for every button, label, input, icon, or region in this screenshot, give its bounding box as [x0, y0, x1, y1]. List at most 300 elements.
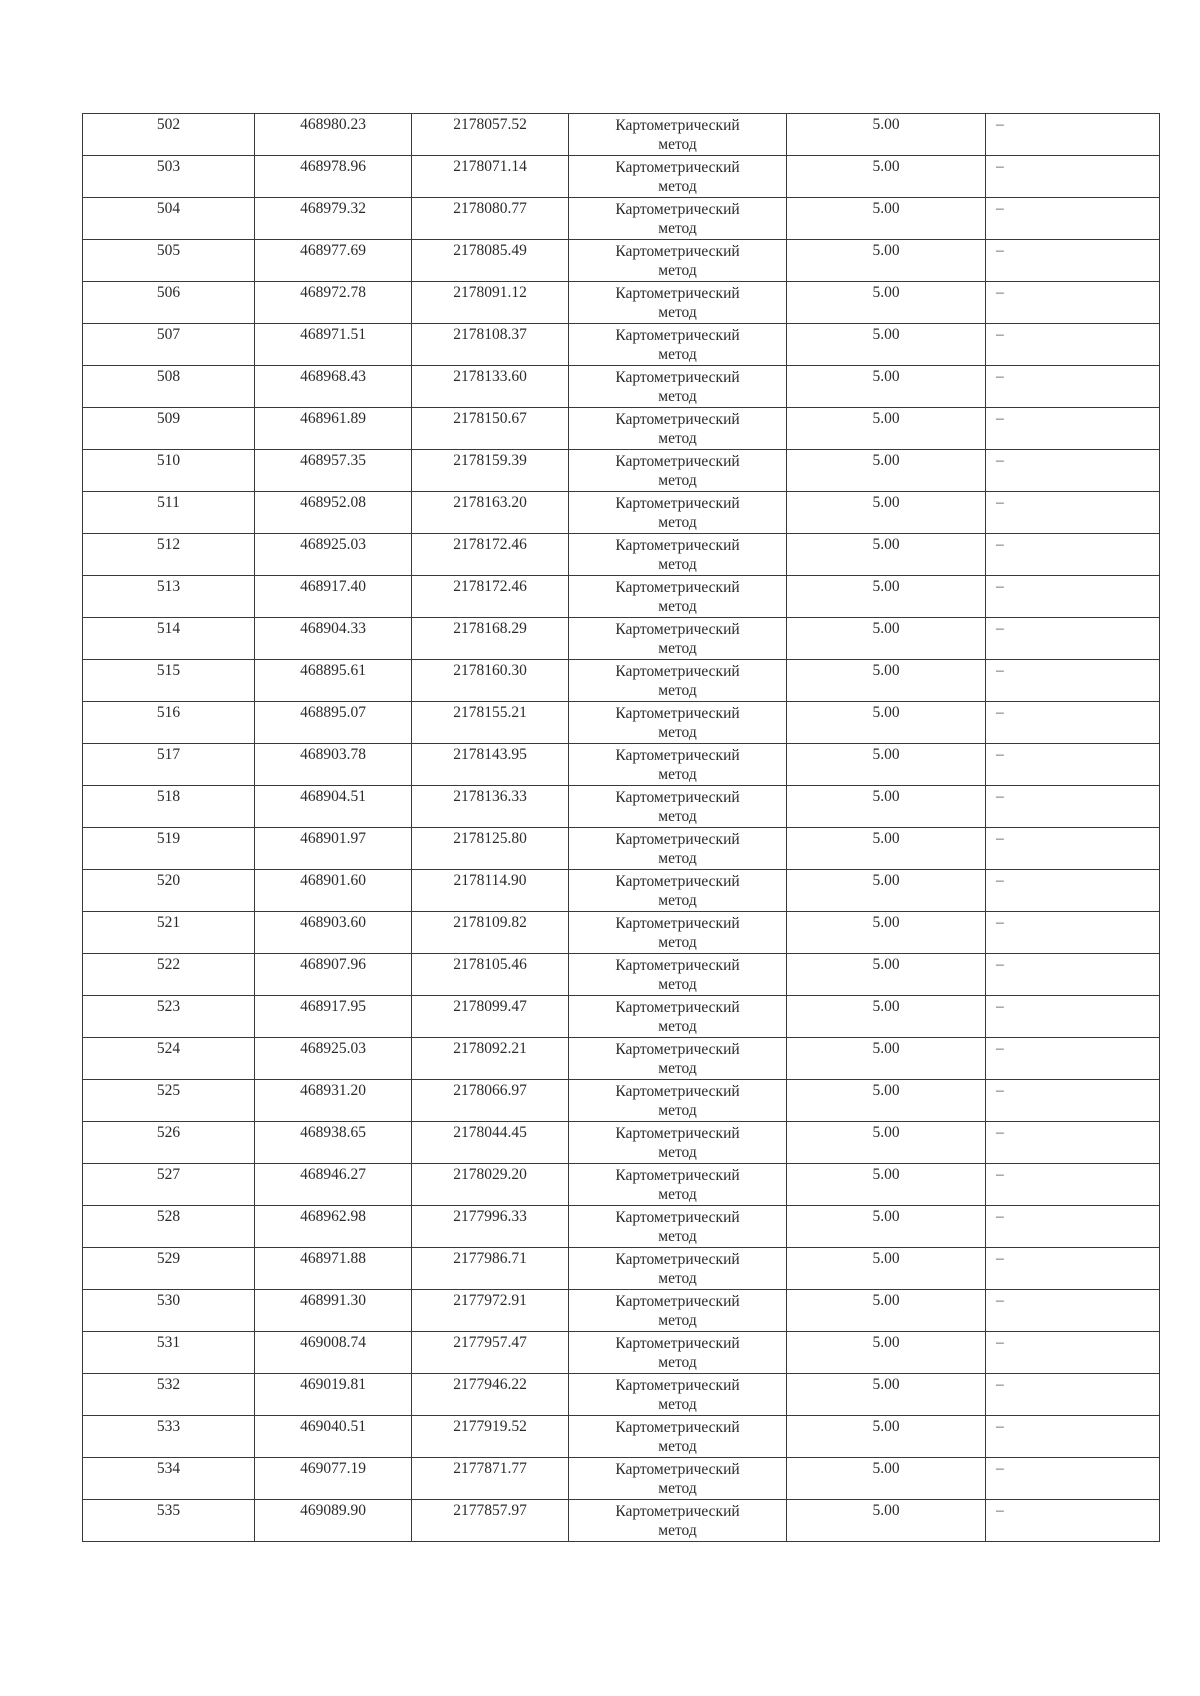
x-coordinate-cell: 469077.19	[255, 1458, 412, 1500]
y-coordinate-cell: 2178125.80	[412, 828, 569, 870]
method-text-line2: метод	[658, 1102, 697, 1119]
method-text-line1: Картометрический	[615, 915, 740, 932]
method-cell	[569, 534, 787, 576]
coordinates-table-body	[83, 114, 1160, 1542]
table-row	[83, 450, 1160, 492]
table-row	[83, 744, 1160, 786]
method-text-line1: Картометрический	[615, 1251, 740, 1268]
x-coordinate-cell: 468925.03	[255, 1038, 412, 1080]
description-cell: –	[986, 1374, 1160, 1416]
point-number-cell: 520	[83, 870, 255, 912]
table-row	[83, 1332, 1160, 1374]
point-number-cell: 523	[83, 996, 255, 1038]
method-cell	[569, 744, 787, 786]
method-cell	[569, 366, 787, 408]
table-row	[83, 1038, 1160, 1080]
table-row	[83, 954, 1160, 996]
point-number-cell: 515	[83, 660, 255, 702]
description-cell: –	[986, 1458, 1160, 1500]
table-row	[83, 870, 1160, 912]
table-row	[83, 1416, 1160, 1458]
table-row	[83, 660, 1160, 702]
accuracy-cell: 5.00	[787, 618, 986, 660]
description-cell: –	[986, 660, 1160, 702]
description-cell: –	[986, 282, 1160, 324]
y-coordinate-cell: 2177871.77	[412, 1458, 569, 1500]
description-cell: –	[986, 996, 1160, 1038]
method-text-line1: Картометрический	[615, 1209, 740, 1226]
table-row	[83, 1374, 1160, 1416]
method-text-line1: Картометрический	[615, 999, 740, 1016]
accuracy-cell: 5.00	[787, 996, 986, 1038]
point-number-cell: 531	[83, 1332, 255, 1374]
method-cell	[569, 1290, 787, 1332]
accuracy-cell: 5.00	[787, 492, 986, 534]
description-cell: –	[986, 870, 1160, 912]
point-number-cell: 533	[83, 1416, 255, 1458]
description-cell: –	[986, 1206, 1160, 1248]
point-number-cell: 530	[83, 1290, 255, 1332]
y-coordinate-cell: 2178168.29	[412, 618, 569, 660]
table-row	[83, 1290, 1160, 1332]
x-coordinate-cell: 468901.60	[255, 870, 412, 912]
method-text-line1: Картометрический	[615, 1503, 740, 1520]
accuracy-cell: 5.00	[787, 1080, 986, 1122]
description-cell: –	[986, 240, 1160, 282]
method-cell	[569, 282, 787, 324]
x-coordinate-cell: 468980.23	[255, 114, 412, 156]
accuracy-cell: 5.00	[787, 954, 986, 996]
point-number-cell: 514	[83, 618, 255, 660]
method-cell	[569, 912, 787, 954]
method-text-line1: Картометрический	[615, 369, 740, 386]
method-cell	[569, 450, 787, 492]
method-cell	[569, 786, 787, 828]
x-coordinate-cell: 468903.78	[255, 744, 412, 786]
description-cell: –	[986, 534, 1160, 576]
description-cell: –	[986, 114, 1160, 156]
y-coordinate-cell: 2178172.46	[412, 534, 569, 576]
x-coordinate-cell: 468972.78	[255, 282, 412, 324]
y-coordinate-cell: 2177919.52	[412, 1416, 569, 1458]
x-coordinate-cell: 468971.51	[255, 324, 412, 366]
x-coordinate-cell: 468917.40	[255, 576, 412, 618]
y-coordinate-cell: 2177857.97	[412, 1500, 569, 1542]
table-row	[83, 702, 1160, 744]
accuracy-cell: 5.00	[787, 366, 986, 408]
method-cell	[569, 996, 787, 1038]
method-text-line2: метод	[658, 1438, 697, 1455]
accuracy-cell: 5.00	[787, 576, 986, 618]
point-number-cell: 508	[83, 366, 255, 408]
y-coordinate-cell: 2177986.71	[412, 1248, 569, 1290]
x-coordinate-cell: 469089.90	[255, 1500, 412, 1542]
x-coordinate-cell: 468978.96	[255, 156, 412, 198]
method-text-line2: метод	[658, 850, 697, 867]
y-coordinate-cell: 2177957.47	[412, 1332, 569, 1374]
method-text-line1: Картометрический	[615, 327, 740, 344]
table-row	[83, 828, 1160, 870]
method-text-line1: Картометрический	[615, 537, 740, 554]
y-coordinate-cell: 2177996.33	[412, 1206, 569, 1248]
point-number-cell: 516	[83, 702, 255, 744]
description-cell: –	[986, 1248, 1160, 1290]
method-text-line1: Картометрический	[615, 789, 740, 806]
method-text-line2: метод	[658, 1480, 697, 1497]
method-cell	[569, 1038, 787, 1080]
point-number-cell: 513	[83, 576, 255, 618]
point-number-cell: 511	[83, 492, 255, 534]
y-coordinate-cell: 2178133.60	[412, 366, 569, 408]
accuracy-cell: 5.00	[787, 282, 986, 324]
point-number-cell: 522	[83, 954, 255, 996]
method-cell	[569, 408, 787, 450]
method-text-line2: метод	[658, 262, 697, 279]
method-cell	[569, 1374, 787, 1416]
method-text-line2: метод	[658, 430, 697, 447]
method-text-line1: Картометрический	[615, 1419, 740, 1436]
accuracy-cell: 5.00	[787, 240, 986, 282]
point-number-cell: 525	[83, 1080, 255, 1122]
accuracy-cell: 5.00	[787, 1374, 986, 1416]
accuracy-cell: 5.00	[787, 1248, 986, 1290]
coordinates-table	[82, 113, 1160, 1542]
method-text-line1: Картометрический	[615, 285, 740, 302]
method-text-line2: метод	[658, 304, 697, 321]
x-coordinate-cell: 468946.27	[255, 1164, 412, 1206]
x-coordinate-cell: 468904.33	[255, 618, 412, 660]
method-text-line2: метод	[658, 1312, 697, 1329]
table-row	[83, 912, 1160, 954]
method-text-line1: Картометрический	[615, 1335, 740, 1352]
point-number-cell: 510	[83, 450, 255, 492]
method-text-line1: Картометрический	[615, 243, 740, 260]
y-coordinate-cell: 2178080.77	[412, 198, 569, 240]
method-text-line2: метод	[658, 514, 697, 531]
y-coordinate-cell: 2178029.20	[412, 1164, 569, 1206]
description-cell: –	[986, 744, 1160, 786]
accuracy-cell: 5.00	[787, 408, 986, 450]
method-cell	[569, 1332, 787, 1374]
description-cell: –	[986, 1122, 1160, 1164]
method-text-line1: Картометрический	[615, 705, 740, 722]
point-number-cell: 505	[83, 240, 255, 282]
x-coordinate-cell: 469040.51	[255, 1416, 412, 1458]
description-cell: –	[986, 324, 1160, 366]
method-text-line2: метод	[658, 1354, 697, 1371]
method-text-line1: Картометрический	[615, 1167, 740, 1184]
description-cell: –	[986, 1038, 1160, 1080]
method-text-line2: метод	[658, 1186, 697, 1203]
method-text-line2: метод	[658, 388, 697, 405]
accuracy-cell: 5.00	[787, 870, 986, 912]
method-cell	[569, 1500, 787, 1542]
accuracy-cell: 5.00	[787, 786, 986, 828]
method-text-line2: метод	[658, 1060, 697, 1077]
method-text-line1: Картометрический	[615, 873, 740, 890]
table-row	[83, 1122, 1160, 1164]
y-coordinate-cell: 2178066.97	[412, 1080, 569, 1122]
method-text-line2: метод	[658, 346, 697, 363]
method-text-line2: метод	[658, 640, 697, 657]
table-row	[83, 534, 1160, 576]
method-cell	[569, 1206, 787, 1248]
table-row	[83, 1164, 1160, 1206]
description-cell: –	[986, 1290, 1160, 1332]
x-coordinate-cell: 468917.95	[255, 996, 412, 1038]
y-coordinate-cell: 2177946.22	[412, 1374, 569, 1416]
accuracy-cell: 5.00	[787, 828, 986, 870]
point-number-cell: 534	[83, 1458, 255, 1500]
point-number-cell: 506	[83, 282, 255, 324]
description-cell: –	[986, 828, 1160, 870]
y-coordinate-cell: 2178091.12	[412, 282, 569, 324]
point-number-cell: 517	[83, 744, 255, 786]
y-coordinate-cell: 2178136.33	[412, 786, 569, 828]
description-cell: –	[986, 492, 1160, 534]
accuracy-cell: 5.00	[787, 1458, 986, 1500]
accuracy-cell: 5.00	[787, 156, 986, 198]
accuracy-cell: 5.00	[787, 1164, 986, 1206]
table-row	[83, 576, 1160, 618]
x-coordinate-cell: 468903.60	[255, 912, 412, 954]
y-coordinate-cell: 2177972.91	[412, 1290, 569, 1332]
description-cell: –	[986, 1332, 1160, 1374]
method-text-line2: метод	[658, 136, 697, 153]
method-text-line1: Картометрический	[615, 747, 740, 764]
description-cell: –	[986, 198, 1160, 240]
x-coordinate-cell: 468991.30	[255, 1290, 412, 1332]
method-text-line1: Картометрический	[615, 1125, 740, 1142]
table-row	[83, 1206, 1160, 1248]
method-text-line1: Картометрический	[615, 1461, 740, 1478]
point-number-cell: 527	[83, 1164, 255, 1206]
y-coordinate-cell: 2178160.30	[412, 660, 569, 702]
accuracy-cell: 5.00	[787, 1290, 986, 1332]
method-text-line2: метод	[658, 934, 697, 951]
method-text-line2: метод	[658, 472, 697, 489]
method-cell	[569, 702, 787, 744]
description-cell: –	[986, 786, 1160, 828]
x-coordinate-cell: 468901.97	[255, 828, 412, 870]
table-row	[83, 996, 1160, 1038]
method-cell	[569, 1248, 787, 1290]
table-row	[83, 408, 1160, 450]
y-coordinate-cell: 2178172.46	[412, 576, 569, 618]
accuracy-cell: 5.00	[787, 324, 986, 366]
x-coordinate-cell: 468977.69	[255, 240, 412, 282]
method-text-line2: метод	[658, 1144, 697, 1161]
description-cell: –	[986, 1500, 1160, 1542]
method-text-line1: Картометрический	[615, 411, 740, 428]
point-number-cell: 504	[83, 198, 255, 240]
accuracy-cell: 5.00	[787, 450, 986, 492]
accuracy-cell: 5.00	[787, 744, 986, 786]
y-coordinate-cell: 2178150.67	[412, 408, 569, 450]
accuracy-cell: 5.00	[787, 912, 986, 954]
accuracy-cell: 5.00	[787, 1122, 986, 1164]
description-cell: –	[986, 1080, 1160, 1122]
method-text-line1: Картометрический	[615, 663, 740, 680]
point-number-cell: 535	[83, 1500, 255, 1542]
y-coordinate-cell: 2178155.21	[412, 702, 569, 744]
description-cell: –	[986, 954, 1160, 996]
accuracy-cell: 5.00	[787, 1206, 986, 1248]
method-text-line1: Картометрический	[615, 1041, 740, 1058]
method-text-line2: метод	[658, 976, 697, 993]
table-row	[83, 156, 1160, 198]
accuracy-cell: 5.00	[787, 198, 986, 240]
x-coordinate-cell: 468925.03	[255, 534, 412, 576]
accuracy-cell: 5.00	[787, 1332, 986, 1374]
description-cell: –	[986, 366, 1160, 408]
method-cell	[569, 870, 787, 912]
description-cell: –	[986, 912, 1160, 954]
method-cell	[569, 828, 787, 870]
x-coordinate-cell: 468907.96	[255, 954, 412, 996]
method-cell	[569, 660, 787, 702]
method-text-line2: метод	[658, 892, 697, 909]
table-row	[83, 492, 1160, 534]
point-number-cell: 529	[83, 1248, 255, 1290]
y-coordinate-cell: 2178143.95	[412, 744, 569, 786]
method-text-line1: Картометрический	[615, 621, 740, 638]
description-cell: –	[986, 1164, 1160, 1206]
point-number-cell: 524	[83, 1038, 255, 1080]
accuracy-cell: 5.00	[787, 702, 986, 744]
y-coordinate-cell: 2178163.20	[412, 492, 569, 534]
description-cell: –	[986, 618, 1160, 660]
description-cell: –	[986, 576, 1160, 618]
x-coordinate-cell: 468971.88	[255, 1248, 412, 1290]
x-coordinate-cell: 468961.89	[255, 408, 412, 450]
y-coordinate-cell: 2178108.37	[412, 324, 569, 366]
method-cell	[569, 198, 787, 240]
method-text-line1: Картометрический	[615, 1293, 740, 1310]
method-text-line2: метод	[658, 1018, 697, 1035]
x-coordinate-cell: 468938.65	[255, 1122, 412, 1164]
description-cell: –	[986, 450, 1160, 492]
point-number-cell: 518	[83, 786, 255, 828]
method-text-line1: Картометрический	[615, 117, 740, 134]
y-coordinate-cell: 2178109.82	[412, 912, 569, 954]
x-coordinate-cell: 468931.20	[255, 1080, 412, 1122]
method-cell	[569, 1080, 787, 1122]
method-cell	[569, 114, 787, 156]
point-number-cell: 507	[83, 324, 255, 366]
method-text-line1: Картометрический	[615, 159, 740, 176]
method-text-line1: Картометрический	[615, 201, 740, 218]
x-coordinate-cell: 468979.32	[255, 198, 412, 240]
x-coordinate-cell: 468895.61	[255, 660, 412, 702]
method-text-line2: метод	[658, 220, 697, 237]
x-coordinate-cell: 468962.98	[255, 1206, 412, 1248]
table-row	[83, 786, 1160, 828]
method-text-line2: метод	[658, 682, 697, 699]
method-cell	[569, 1164, 787, 1206]
table-row	[83, 366, 1160, 408]
description-cell: –	[986, 408, 1160, 450]
point-number-cell: 502	[83, 114, 255, 156]
accuracy-cell: 5.00	[787, 114, 986, 156]
method-text-line2: метод	[658, 1270, 697, 1287]
y-coordinate-cell: 2178159.39	[412, 450, 569, 492]
x-coordinate-cell: 468968.43	[255, 366, 412, 408]
x-coordinate-cell: 468957.35	[255, 450, 412, 492]
method-text-line1: Картометрический	[615, 495, 740, 512]
table-row	[83, 1500, 1160, 1542]
method-text-line2: метод	[658, 766, 697, 783]
y-coordinate-cell: 2178099.47	[412, 996, 569, 1038]
point-number-cell: 526	[83, 1122, 255, 1164]
point-number-cell: 512	[83, 534, 255, 576]
method-text-line1: Картометрический	[615, 453, 740, 470]
x-coordinate-cell: 468895.07	[255, 702, 412, 744]
method-text-line1: Картометрический	[615, 1083, 740, 1100]
method-text-line2: метод	[658, 556, 697, 573]
x-coordinate-cell: 469019.81	[255, 1374, 412, 1416]
y-coordinate-cell: 2178044.45	[412, 1122, 569, 1164]
method-cell	[569, 1458, 787, 1500]
table-row	[83, 618, 1160, 660]
accuracy-cell: 5.00	[787, 534, 986, 576]
accuracy-cell: 5.00	[787, 1500, 986, 1542]
table-row	[83, 114, 1160, 156]
method-text-line2: метод	[658, 178, 697, 195]
method-cell	[569, 156, 787, 198]
table-row	[83, 282, 1160, 324]
method-cell	[569, 492, 787, 534]
table-row	[83, 1458, 1160, 1500]
method-text-line1: Картометрический	[615, 1377, 740, 1394]
method-text-line1: Картометрический	[615, 831, 740, 848]
table-row	[83, 240, 1160, 282]
description-cell: –	[986, 1416, 1160, 1458]
method-cell	[569, 1416, 787, 1458]
method-cell	[569, 240, 787, 282]
method-text-line1: Картометрический	[615, 579, 740, 596]
y-coordinate-cell: 2178114.90	[412, 870, 569, 912]
x-coordinate-cell: 468904.51	[255, 786, 412, 828]
point-number-cell: 528	[83, 1206, 255, 1248]
method-text-line2: метод	[658, 724, 697, 741]
accuracy-cell: 5.00	[787, 1416, 986, 1458]
y-coordinate-cell: 2178085.49	[412, 240, 569, 282]
y-coordinate-cell: 2178105.46	[412, 954, 569, 996]
point-number-cell: 519	[83, 828, 255, 870]
table-row	[83, 1248, 1160, 1290]
table-row	[83, 1080, 1160, 1122]
point-number-cell: 503	[83, 156, 255, 198]
x-coordinate-cell: 468952.08	[255, 492, 412, 534]
table-row	[83, 198, 1160, 240]
x-coordinate-cell: 469008.74	[255, 1332, 412, 1374]
method-text-line2: метод	[658, 1396, 697, 1413]
method-cell	[569, 324, 787, 366]
method-cell	[569, 1122, 787, 1164]
table-row	[83, 324, 1160, 366]
method-text-line2: метод	[658, 1522, 697, 1539]
point-number-cell: 532	[83, 1374, 255, 1416]
description-cell: –	[986, 702, 1160, 744]
method-cell	[569, 576, 787, 618]
y-coordinate-cell: 2178057.52	[412, 114, 569, 156]
point-number-cell: 509	[83, 408, 255, 450]
y-coordinate-cell: 2178071.14	[412, 156, 569, 198]
accuracy-cell: 5.00	[787, 660, 986, 702]
method-cell	[569, 618, 787, 660]
method-text-line2: метод	[658, 808, 697, 825]
